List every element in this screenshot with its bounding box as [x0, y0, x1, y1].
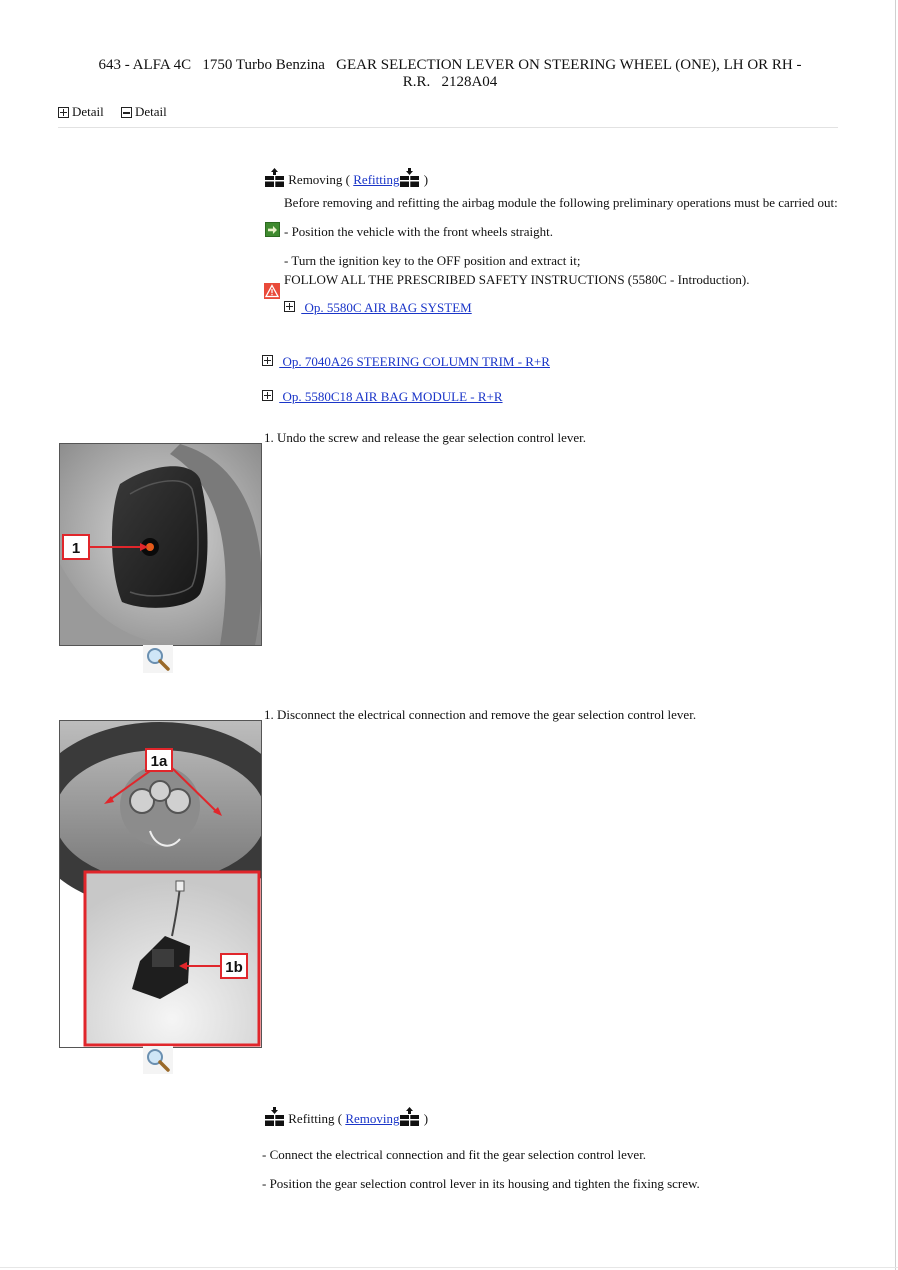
step-ignition-off: - Turn the ignition key to the OFF position and extract it;	[284, 253, 581, 268]
refitting-tool-icon	[399, 168, 420, 188]
op-airbag-module-row	[262, 389, 503, 405]
removing-link[interactable]: Removing	[345, 1111, 400, 1126]
refitting-step-1: - Connect the electrical connection and fit the gear selection control lever.	[262, 1147, 647, 1162]
expand-all-details-button[interactable]	[58, 104, 104, 120]
title-line-1: 643 - ALFA 4C 1750 Turbo Benzina GEAR SELECTION LEVER ON STEERING WHEEL (ONE), LH OR RH -	[98, 57, 802, 73]
callout-1a: 1a	[150, 753, 168, 770]
paren-open: (	[337, 1111, 343, 1126]
refitting-tool-icon	[264, 1107, 285, 1127]
op-airbag-module-link[interactable]: Op. 5580C18 AIR BAG MODULE - R+R	[279, 389, 503, 404]
minus-box-icon	[121, 107, 132, 118]
safety-instructions-note: FOLLOW ALL THE PRESCRIBED SAFETY INSTRUCTIONS (5580C - Introduction).	[284, 272, 750, 287]
expand-details-label: Detail	[72, 104, 104, 119]
expand-op-airbag-system-icon[interactable]	[284, 301, 295, 312]
plus-box-icon	[58, 107, 69, 118]
figure-lever-connector	[59, 720, 262, 1048]
warning-icon	[264, 283, 280, 299]
removing-intro: Before removing and refitting the airbag module the following preliminary operations must be carried out:	[284, 195, 838, 210]
op-airbag-system-row	[284, 300, 472, 316]
detail-controls	[58, 104, 181, 122]
zoom-magnifier-icon[interactable]	[143, 645, 173, 673]
removing-heading	[264, 168, 428, 188]
page-bottom-edge	[0, 1267, 898, 1268]
removing-step-2: 1. Disconnect the electrical connection and remove the gear selection control lever.	[264, 707, 697, 722]
figure-lever-screw	[59, 443, 262, 646]
step-wheels-straight: - Position the vehicle with the front wheels straight.	[284, 224, 553, 239]
refitting-step-2: - Position the gear selection control lever in its housing and tighten the fixing screw.	[262, 1176, 700, 1191]
refitting-label: Refitting	[288, 1111, 335, 1126]
vehicle-position-icon	[265, 222, 280, 237]
paren-close: )	[423, 172, 429, 187]
callout-1: 1	[71, 540, 81, 557]
refitting-heading	[264, 1107, 428, 1127]
callout-1b: 1b	[225, 959, 243, 976]
removing-label: Removing	[288, 172, 343, 187]
collapse-details-label: Detail	[135, 104, 167, 119]
removing-step-1: 1. Undo the screw and release the gear selection control lever.	[264, 430, 586, 445]
removing-tool-icon	[399, 1107, 420, 1127]
expand-op-column-trim-icon[interactable]	[262, 355, 273, 366]
page-right-edge	[895, 0, 896, 1270]
header-divider	[58, 127, 838, 128]
op-airbag-system-link[interactable]: Op. 5580C AIR BAG SYSTEM	[301, 300, 472, 315]
op-column-trim-row	[262, 354, 550, 370]
paren-close: )	[423, 1111, 429, 1126]
removing-tool-icon	[264, 168, 285, 188]
zoom-magnifier-icon[interactable]	[143, 1046, 173, 1074]
steering-wheel-lever-photo	[60, 444, 261, 645]
collapse-all-details-button[interactable]	[121, 104, 167, 120]
paren-open: (	[345, 172, 351, 187]
title-line-2: R.R. 2128A04	[402, 74, 498, 90]
lever-connector-photo	[60, 721, 261, 1047]
expand-op-airbag-module-icon[interactable]	[262, 390, 273, 401]
page-title	[80, 57, 820, 91]
refitting-link[interactable]: Refitting	[353, 172, 400, 187]
op-column-trim-link[interactable]: Op. 7040A26 STEERING COLUMN TRIM - R+R	[279, 354, 550, 369]
